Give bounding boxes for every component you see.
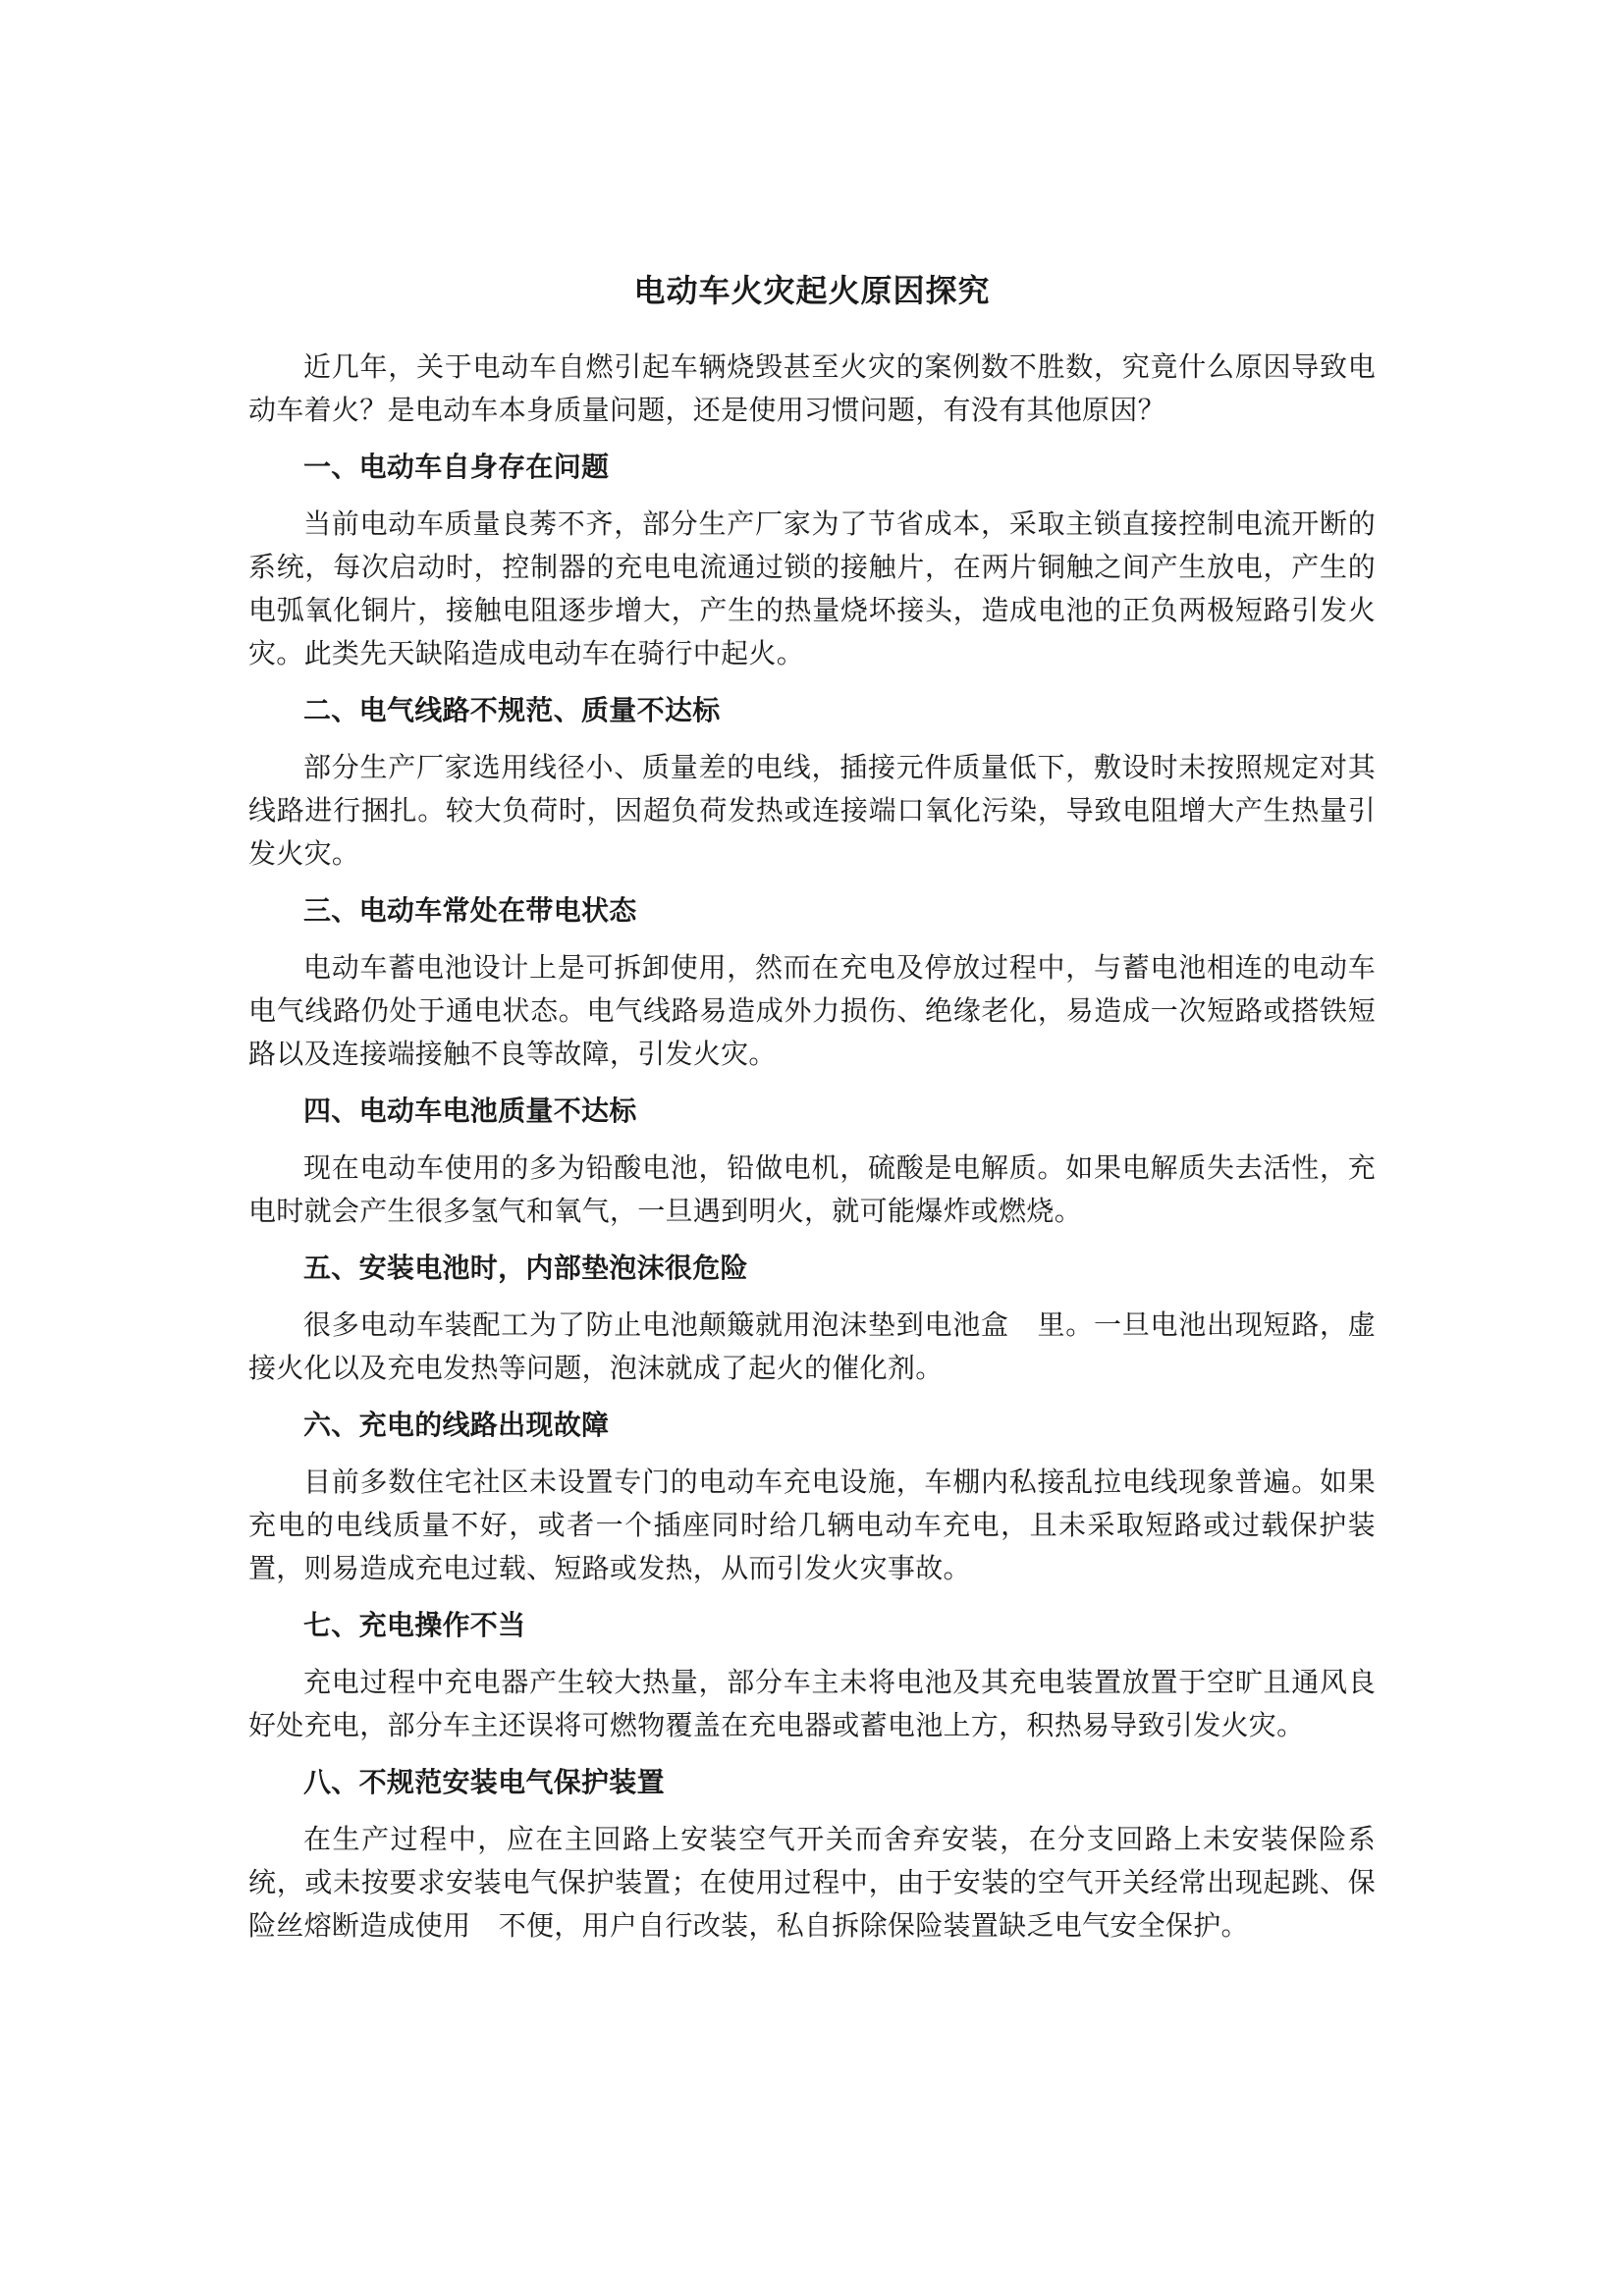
section-body-8: 在生产过程中，应在主回路上安装空气开关而舍弃安装，在分支回路上未安装保险系统，或未按要求安装电气保护装置；在使用过程中，由于安装的空气开关经常出现起跳、保险丝熔断造成使用 不便，用户自行改装，私自拆除保险装置缺乏电气安全保护。 [248,1823,1376,1942]
section-heading-1: 一、电动车自身存在问题 [303,451,610,483]
section-heading-8: 八、不规范安装电气保护装置 [303,1766,665,1798]
document-title: 电动车火灾起火原因探究 [633,272,991,309]
document-body [248,346,1376,1961]
section-heading-7: 七、充电操作不当 [303,1609,526,1641]
section-heading-4: 四、电动车电池质量不达标 [303,1095,637,1127]
section-body-5: 很多电动车装配工为了防止电池颠簸就用泡沫垫到电池盒 里。一旦电池出现短路，虚接火化以及充电发热等问题，泡沫就成了起火的催化剂。 [248,1308,1376,1384]
section-body-7: 充电过程中充电器产生较大热量，部分车主未将电池及其充电装置放置于空旷且通风良好处充电，部分车主还误将可燃物覆盖在充电器或蓄电池上方，积热易导致引发火灾。 [248,1666,1376,1741]
section-body-2: 部分生产厂家选用线径小、质量差的电线，插接元件质量低下，敷设时未按照规定对其线路进行捆扎。较大负荷时，因超负荷发热或连接端口氧化污染，导致电阻增大产生热量引发火灾。 [248,751,1376,870]
intro-paragraph: 近几年，关于电动车自燃引起车辆烧毁甚至火灾的案例数不胜数，究竟什么原因导致电动车着火？是电动车本身质量问题，还是使用习惯问题，有没有其他原因？ [248,350,1376,426]
section-heading-6: 六、充电的线路出现故障 [303,1409,610,1441]
section-body-3: 电动车蓄电池设计上是可拆卸使用，然而在充电及停放过程中，与蓄电池相连的电动车电气线路仍处于通电状态。电气线路易造成外力损伤、绝缘老化，易造成一次短路或搭铁短路以及连接端接触不良等故障，引发火灾。 [248,951,1376,1070]
section-body-6: 目前多数住宅社区未设置专门的电动车充电设施，车棚内私接乱拉电线现象普遍。如果充电的电线质量不好，或者一个插座同时给几辆电动车充电，且未采取短路或过载保护装置，则易造成充电过载、短路或发热，从而引发火灾事故。 [248,1466,1376,1584]
section-heading-5: 五、安装电池时，内部垫泡沫很危险 [303,1252,748,1284]
section-heading-3: 三、电动车常处在带电状态 [303,894,637,927]
section-body-4: 现在电动车使用的多为铅酸电池，铅做电机，硫酸是电解质。如果电解质失去活性，充电时就会产生很多氢气和氧气，一旦遇到明火，就可能爆炸或燃烧。 [248,1151,1376,1227]
section-heading-2: 二、电气线路不规范、质量不达标 [303,694,721,726]
section-body-1: 当前电动车质量良莠不齐，部分生产厂家为了节省成本，采取主锁直接控制电流开断的系统，每次启动时，控制器的充电电流通过锁的接触片，在两片铜触之间产生放电，产生的电弧氧化铜片，接触电阻逐步增大，产生的热量烧坏接头，造成电池的正负两极短路引发火灾。此类先天缺陷造成电动车在骑行中起火。 [248,507,1376,669]
